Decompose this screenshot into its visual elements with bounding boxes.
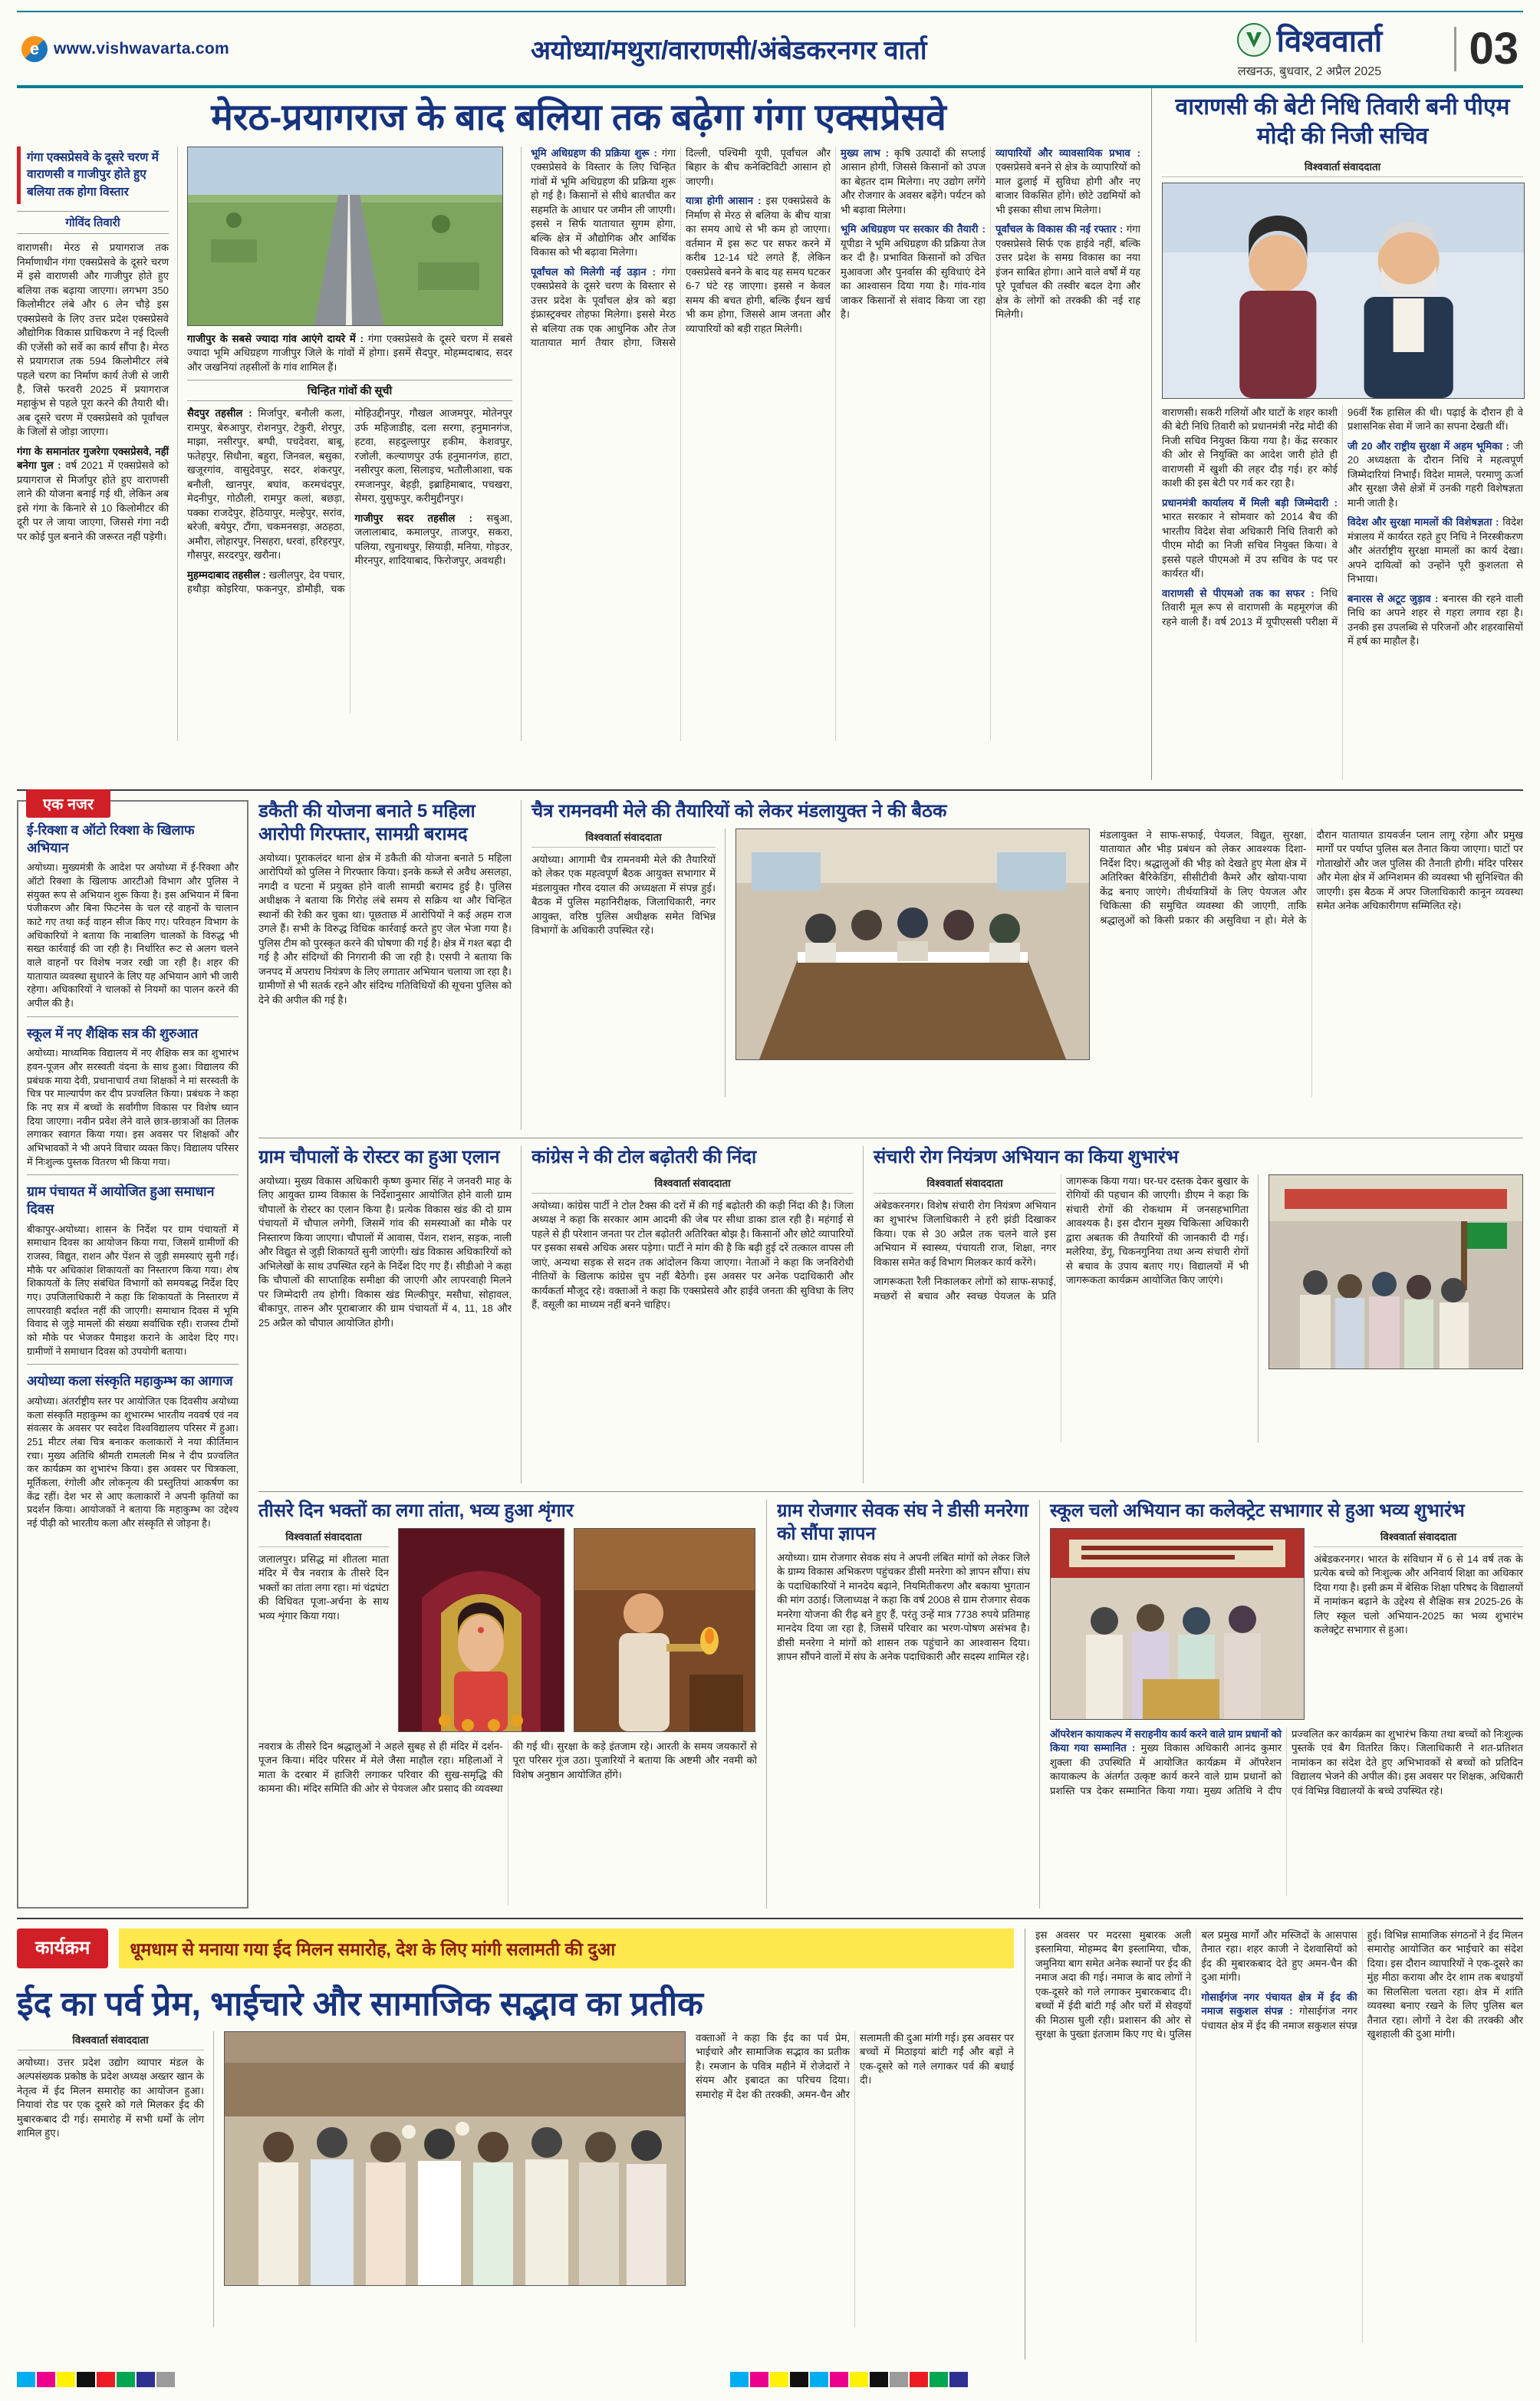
color-patch-blue [949, 2372, 968, 2387]
ek-nazar-item [27, 1175, 239, 1365]
pm-modi-nidhi-photo [1162, 183, 1525, 399]
nidhi-seg1-text: भारत सरकार ने सोमवार को 2014 बैच की भारतीय विदेश सेवा अधिकारी निधि तिवारी को पीएम मोदी का निजी सचिव नियुक्त किया। वे इससे पहले पीएमओ में उप सचिव के पद पर कार्यरत थीं। [1162, 511, 1338, 580]
nidhi-seg3-head: जी 20 और राष्ट्रीय सुरक्षा में अहम भूमिका : [1348, 440, 1510, 452]
lead-parallel-head: गंगा के समानांतर गुजरेगा एक्सप्रेसवे, नहीं बनेगा पुल : [17, 445, 169, 472]
shringar-text-columns [258, 1740, 757, 1905]
eid-continued-1: इस अवसर पर मदरसा मुबारक अली इस्लामिया, मोहम्मद बैग इस्लामिया, चौक, जमुनिया बाग समेत अनेक स्थानों पर ईद की नमाज अदा की गई। नमाज के बाद लोगों ने एक-दूसरे को गले लगाकर मुबारकबाद दी। बच्चों में ईदी बांटी गई और घरों में सेवइयों की मिठास घुली रही। प्रशासन की ओर से सुरक्षा के पुख्ता इंतजाम किए गए थे। पुलिस बल प्रमुख मार्गों और मस्जिदों के आसपास तैनात रहा। शहर काजी ने देशवासियों को ईद की मुबारकबाद देते हुए अमन-चैन की दुआ मांगी। [1035, 1928, 1357, 2040]
lead-raftar [995, 222, 1140, 321]
sanchari-reporter: विश्ववार्ता संवाददाता [874, 1174, 1056, 1194]
school-reporter: विश्ववार्ता संवाददाता [1314, 1528, 1523, 1547]
lead-process-text: गंगा एक्सप्रेसवे के विस्तार के लिए चिन्हित गांवों में भूमि अधिग्रहण की प्रक्रिया शुरू हो गई है। किसानों से सीधे बातचीत कर सहमति के आधार पर जमीन ली जाएगी। इससे न सिर्फ यातायात सुगम होगा, बल्कि क्षेत्र में औद्योगिक और आर्थिक विकास को भी बढ़ावा मिलेगा। [531, 147, 676, 259]
lead-yatra-head: यात्रा होगी आसान : [686, 195, 762, 207]
school-media-row [1050, 1528, 1523, 1721]
congress-body: अयोध्या। कांग्रेस पार्टी ने टोल टैक्स की दरों में की गई बढ़ोतरी की कड़ी निंदा की है। जिला अध्यक्ष ने कहा कि सरकार आम आदमी की जेब पर सीधा डाका डाल रही है। महंगाई से पहले से ही परेशान जनता पर टोल बढ़ोतरी अतिरिक्त बोझ है। किसानों और छोटे व्यापारियों पर इसका सबसे अधिक असर पड़ेगा। पार्टी ने मांग की है कि बढ़ी हुई दरें तत्काल वापस ली जाएं, अन्यथा सड़क से सदन तक आंदोलन किया जाएगा। नेताओं ने कहा कि जनविरोधी नीतियों के खिलाफ कांग्रेस चुप नहीं बैठेगी। इस अवसर पर अनेक पदाधिकारी और कार्यकर्ता मौजूद रहे। वक्ताओं ने कहा कि एक्सप्रेसवे और हाईवे जनता की सुविधा के लिए हैं, वसूली का माध्यम नहीं बनने चाहिए। [531, 1199, 854, 1311]
ek-nazar-tab: एक नजर [26, 789, 110, 818]
eid-strip-row [17, 1928, 1014, 1968]
chaupal-headline: ग्राम चौपालों के रोस्टर का हुआ एलान [258, 1146, 500, 1168]
sanchari-intro: अंबेडकरनगर। विशेष संचारी रोग नियंत्रण अभियान का शुभारंभ जिलाधिकारी ने हरी झंडी दिखाकर किया। एक से 30 अप्रैल तक चलने वाले इस अभियान में स्वास्थ्य, पंचायती राज, शिक्षा, नगर विकास समेत कई विभाग मिलकर कार्य करेंगे। [874, 1199, 1056, 1268]
website-url: www.vishwavarta.com [54, 39, 230, 58]
sanchari-story [874, 1146, 1523, 1484]
ek-nazar-item-title: अयोध्या कला संस्कृति महाकुम्भ का आगाज [27, 1373, 233, 1389]
ramnavami-body-row [531, 828, 1523, 1097]
shringar-intro: जलालपुर। प्रसिद्ध मां शीतला माता मंदिर में चैत्र नवरात्र के तीसरे दिन भक्तों का तांता लगा रहा। मां चंद्रघंटा की विधिवत पूजा-अर्चना के साथ भव्य शृंगार किया गया। [258, 1553, 389, 1622]
mohammadabad-text: खलीलपुर, देव पचार, हथौड़ा कोइरिया, फकनपुर, डोमौड़ी, चक मोहिउद्दीनपुर, गौखल आजमपुर, मोतेनपुर उर्फ महिजाडीह, दला सरगा, हनुमानगंज, हटवा, सहदुल्लापुर हकीम, केशवपुर, रजोली, कल्याणपुर उर्फ हनुमानगंज, हाटा, नसीरपुर कला, सिलाइच, भतौलीआशा, चक रमजानपुर, बेहड़ी, इब्राहिमाबाद, पचखरा, सेमरा, युसुफपुर, करीमुद्दीनपुर। [187, 407, 512, 595]
lead-standfirst: गंगा एक्सप्रेसवे के दूसरे चरण में वाराणसी व गाजीपुर होते हुए बलिया तक होगा विस्तार [17, 147, 169, 204]
saidpur-list [187, 407, 345, 562]
lead-gazipur-text: गंगा एक्सप्रेसवे के दूसरे चरण में सबसे ज्यादा भूमि अधिग्रहण गाजीपुर जिले के गांवों में होगा। इसमें सैदपुर, मोहम्मदाबाद, सदर और जखनियां तहसीलों के गांव शामिल हैं। [187, 332, 512, 373]
ramnavami-detail: मंडलायुक्त ने साफ-सफाई, पेयजल, विद्युत, सुरक्षा, यातायात और भीड़ प्रबंधन को लेकर आवश्यक दिशा-निर्देश दिए। श्रद्धालुओं की भीड़ को देखते हुए मेला क्षेत्र में अतिरिक्त बैरिकेडिंग, सीसीटीवी कैमरे और खोया-पाया केंद्र बनाए जाएंगे। तीर्थयात्रियों के लिए पेयजल और चिकित्सा की समुचित व्यवस्था की जाएगी, ताकि श्रद्धालुओं को किसी प्रकार की असुविधा न हो। मेले के दौरान यातायात डायवर्जन प्लान लागू रहेगा और प्रमुख मार्गों पर पर्याप्त पुलिस बल तैनात किया जाएगा। घाटों पर गोताखोरों और जल पुलिस की तैनाती होगी। मंदिर परिसर और मेला क्षेत्र में अग्निशमन की व्यवस्था भी सुनिश्चित की जाएगी। इस बैठक में अपर जिलाधिकारी कानून व्यवस्था समेत अनेक अधिकारीगण सम्मिलित रहे। [1100, 828, 1523, 926]
village-list-columns [187, 407, 512, 713]
mohammadabad-head: मुहम्मदाबाद तहसील : [187, 568, 266, 581]
ek-nazar-item-body: अयोध्या। अंतर्राष्ट्रीय स्तर पर आयोजित एक दिवसीय अयोध्या कला संस्कृति महाकुम्भ का शुभारम्भ भारतीय नववर्ष एवं नव संवत्सर के अवसर पर स्वदेश विश्वविद्यालय परिसर में हुआ। 251 मीटर लंबा चित्र बनाकर कलाकारों ने नया कीर्तिमान रचा। मुख्य अतिथि श्रीमती रामलली मिश्र ने दीप प्रज्वलित कर कार्यक्रम का शुभारंभ किया। इस अवसर पर चित्रकला, मूर्तिकला, रंगोली और लोकनृत्य की प्रस्तुतियां आकर्षण का केंद्र रहीं। देश भर से आए कलाकारों ने अपनी कृतियों का प्रदर्शन किया। आयोजकों ने बताया कि महाकुम्भ का उद्देश्य नई पीढ़ी को भारतीय कला और संस्कृति से जोड़ना है। [27, 1395, 239, 1529]
school-intro: अंबेडकरनगर। भारत के संविधान में 6 से 14 वर्ष तक के प्रत्येक बच्चे को निःशुल्क और अनिवार्य शिक्षा का अधिकार दिया गया है। इसी क्रम में बेसिक शिक्षा परिषद के विद्यालयों में नामांकन बढ़ाने के उद्देश्य से शैक्षिक सत्र 2025-26 के लिए स्कूल चलो अभियान-2025 का भव्य शुभारंभ कलेक्ट्रेट सभागार से हुआ। [1314, 1553, 1523, 1636]
school-headline: स्कूल चलो अभियान का कलेक्ट्रेट सभागार से हुआ भव्य शुभारंभ [1050, 1500, 1465, 1521]
school-story [1050, 1500, 1523, 1909]
sadar-list [355, 512, 513, 568]
eid-continued-columns [1035, 1928, 1523, 2343]
ek-nazar-item-title: ई-रिक्शा व ऑटो रिक्शा के खिलाफ अभियान [27, 822, 195, 855]
masthead-brand [1183, 18, 1436, 79]
lead-process-head: भूमि अधिग्रहण की प्रक्रिया शुरू : [531, 147, 657, 159]
lead-headline: मेरठ-प्रयागराज के बाद बलिया तक बढ़ेगा गंगा एक्सप्रेसवे [211, 97, 946, 138]
edition-dateline: लखनऊ, बुधवार, 2 अप्रैल 2025 [1237, 65, 1382, 78]
eid-kicker-strip: धूमधाम से मनाया गया ईद मिलन समारोह, देश के लिए मांगी सलामती की दुआ [119, 1928, 1014, 1968]
sadar-head: गाजीपुर सदर तहसील : [354, 512, 473, 524]
page-number: 03 [1469, 23, 1519, 74]
school-honor [1050, 1727, 1523, 1801]
school-col1 [1314, 1528, 1523, 1721]
lead-gazipur [187, 332, 512, 374]
lead-vyapar-head: व्यापारियों और व्यावसायिक प्रभाव : [995, 147, 1140, 159]
expressway-photo [187, 147, 503, 326]
color-patch-green [930, 2372, 948, 2387]
color-patch-magenta [37, 2372, 55, 2387]
color-patch-magenta [830, 2372, 848, 2387]
ek-nazar-item [27, 814, 239, 1017]
eid-headline: ईद का पर्व प्रेम, भाईचारे और सामाजिक सद्भाव का प्रतीक [17, 1984, 703, 2023]
eid-milan-group-photo [224, 2031, 686, 2286]
color-patch-black [870, 2372, 888, 2387]
mid-row-1 [258, 800, 1523, 1130]
eid-reporter: विश्ववार्ता संवाददाता [17, 2031, 204, 2050]
eid-body-row [17, 2031, 1014, 2327]
ek-nazar-item-body: अयोध्या। माध्यमिक विद्यालय में नए शैक्षिक सत्र का शुभारंभ हवन-पूजन और सरस्वती वंदना के साथ हुआ। विद्यालय की प्रबंधक माया देवी, प्रधानाचार्य तथा शिक्षकों ने मां सरस्वती के चित्र पर माल्यार्पण कर दीप प्रज्वलित किया। प्रबंधक ने कहा कि नए सत्र में बच्चों के सर्वांगीण विकास पर विशेष ध्यान दिया जाएगा। नवीन प्रवेश लेने वाले छात्र-छात्राओं का तिलक लगाकर स्वागत किया गया। इस अवसर पर शिक्षकों और अभिभावकों ने भी अपने विचार व्यक्त किए। विद्यालय परिसर में निःशुल्क पुस्तक वितरण भी किया गया। [27, 1047, 239, 1168]
lead-sarkar-head: भूमि अधिग्रहण पर सरकार की तैयारी : [841, 223, 986, 235]
page-number-box [1454, 23, 1519, 74]
lead-udaan-text: गंगा एक्सप्रेसवे के दूसरे चरण के विस्तार से उत्तर प्रदेश के पूर्वांचल क्षेत्र को बड़ा इंफ्रास्ट्रक्चर तोहफा मिलेगा। इससे मेरठ से बलिया तक एक आधुनिक और तेज यातायात मार्ग तैयार होगा, जिससे दिल्ली, पश्चिमी यूपी, पूर्वांचल और बिहार के बीच कनेक्टिविटी आसान हो जाएगी। [531, 147, 831, 349]
ek-nazar-item-body: बीकापुर-अयोध्या। शासन के निर्देश पर ग्राम पंचायतों में समाधान दिवस का आयोजन किया गया, जिसमें ग्रामीणों की राजस्व, विद्युत, राशन और पेंशन से जुड़ी समस्याएं सुनी गईं। मौके पर अधिकांश शिकायतों का निस्तारण किया गया। शेष शिकायतों के लिए संबंधित विभागों को समयबद्ध निर्देश दिए गए। उपजिलाधिकारी ने कहा कि शिकायतों के निस्तारण में लापरवाही बर्दाश्त नहीं की जाएगी। समाधान दिवस में भूमि विवाद से जुड़े मामलों की संख्या सर्वाधिक रही। राजस्व टीमों को मौके पर भेजकर पैमाइश कराने के आदेश दिए गए। ग्रामीणों ने समाधान दिवस को उपयोगी बताया। [27, 1223, 239, 1357]
shringar-detail: नवरात्र के तीसरे दिन श्रद्धालुओं ने अहले सुबह से ही मंदिर में दर्शन-पूजन किया। मंदिर परिसर में मेले जैसा माहौल रहा। महिलाओं ने माता के दरबार में हाजिरी लगाकर परिवार की सुख-समृद्धि की कामना की। मंदिर समिति की ओर से पेयजल और प्रसाद की व्यवस्था की गई थी। सुरक्षा के कड़े इंतजाम रहे। आरती के समय जयकारों से पूरा परिसर गूंज उठा। पुजारियों ने बताया कि अष्टमी और नवमी को विशेष अनुष्ठान आयोजित होंगे। [258, 1740, 757, 1795]
eid-right-columns [1025, 1928, 1523, 2360]
lead-story [17, 88, 1140, 780]
color-patch-red [910, 2372, 928, 2387]
dacoity-body: अयोध्या। पूराकलंदर थाना क्षेत्र में डकैती की योजना बनाते 5 महिला आरोपियों को पुलिस ने गिरफ्तार किया। इनके कब्जे से अवैध असलहा, नगदी व घटना में प्रयुक्त होने वाली सामग्री बरामद हुई है। पुलिस अधीक्षक ने बताया कि गिरोह लंबे समय से सक्रिय था और चिन्हित स्थानों की रेकी कर चुका था। पूछताछ में आरोपियों ने कई अहम राज उगले हैं। सभी के विरुद्ध विधिक कार्रवाई करते हुए जेल भेजा गया है। पुलिस टीम को पुरस्कृत करने की घोषणा की गई है। क्षेत्र में गश्त बढ़ा दी गई है और संदिग्धों की निगरानी की जा रही है। एसपी ने बताया कि जनपद में अपराध नियंत्रण के लिए लगातार अभियान चलाया जा रहा है। ग्रामीणों से भी सतर्क रहने और संदिग्ध गतिविधियों की सूचना पुलिस को देने की अपील की गई है। [258, 851, 512, 1006]
eid-continued-2: गोसाईगंज नगर पंचायत क्षेत्र में ईद की नमाज सकुशल संपन्न हुई। विभिन्न सामाजिक संगठनों ने ईद मिलन समारोह आयोजित कर भाईचारे का संदेश दिया। इस दौरान व्यापारियों ने एक-दूसरे का मुंह मीठा कराया और देर शाम तक बधाइयों का सिलसिला चलता रहा। क्षेत्र में शांति व्यवस्था बनाए रखने के लिए पुलिस बल तैनात रहा। लोगों ने देश की तरक्की और खुशहाली की दुआ मांगी। [1201, 1928, 1523, 2040]
shringar-headline: तीसरे दिन भक्तों का लगा तांता, भव्य हुआ शृंगार [258, 1500, 574, 1521]
color-patch-cyan [730, 2372, 749, 2387]
shringar-reporter: विश्ववार्ता संवाददाता [258, 1528, 389, 1547]
lead-vyapar-text: एक्सप्रेसवे बनने से क्षेत्र के व्यापारियों को माल ढुलाई में सुविधा होगी और नए बाजार विकसित होंगे। छोटे उद्यमियों को भी इसका सीधा लाभ मिलेगा। [995, 161, 1140, 216]
brand-name: विश्ववार्ता [1276, 25, 1383, 58]
mid-right [258, 800, 1523, 1909]
eid-left [17, 1928, 1014, 2360]
ek-nazar-box [17, 795, 248, 1909]
nidhi-seg4-head: विदेश और सुरक्षा मामलों की विशेषज्ञता : [1348, 516, 1499, 529]
ramnavami-reporter: विश्ववार्ता संवाददाता [531, 828, 716, 848]
lead-flow-columns [531, 147, 1140, 741]
ramnavami-intro: अयोध्या। आगामी चैत्र रामनवमी मेले की तैयारियों को लेकर एक महत्वपूर्ण बैठक आयुक्त सभागार में मंडलायुक्त गौरव दयाल की अध्यक्षता में संपन्न हुई। बैठक में पुलिस महानिरीक्षक, जिलाधिकारी, नगर आयुक्त, वरिष्ठ पुलिस अधीक्षक समेत विभिन्न विभागों के अधिकारी उपस्थित रहे। [531, 853, 716, 937]
nidhi-seg5-head: बनारस से अटूट जुड़ाव : [1348, 592, 1439, 604]
shringar-col1 [258, 1528, 389, 1734]
color-patch-cyan [17, 2372, 35, 2387]
lead-sarkar-text: यूपीडा ने भूमि अधिग्रहण की प्रक्रिया तेज कर दी है। प्रभावित किसानों को उचित मुआवजा और पुनर्वास की सुविधाएं देने का आश्वासन दिया गया है। गांव-गांव जाकर किसानों से संवाद किया जा रहा है। [841, 237, 986, 321]
ek-nazar-item-title: स्कूल में नए शैक्षिक सत्र की शुरुआत [27, 1025, 199, 1041]
mid-zone [17, 789, 1523, 1909]
lead-parallel [17, 445, 169, 544]
color-patch-black [790, 2372, 808, 2387]
congress-headline: कांग्रेस ने की टोल बढ़ोतरी की निंदा [531, 1146, 757, 1168]
eid-col1 [17, 2031, 214, 2327]
ramnavami-col2 [1100, 828, 1523, 1097]
saidpur-text: मिर्जापुर, बनौली कला, रामपुर, बेरुआपुर, रोशनपुर, टेकुरी, शेरपुर, माझा, नसीरपुर, बग्घी, पचदेवरा, बाबू, फतेहपुर, सिधौना, बहुरा, जिनवल, बसुका, खजूरगांव, वासुदेवपुर, सदर, शंकरपुर, बनौली, खानपुर, बघांव, करमचंदपुर, मेदनीपुर, गोठौली, रामपुर कलां, बछड़ा, पक्का राजदेपुर, हेठियापुर, मल्हेपुर, सरांव, बरेजी, बयेपुर, टौंगा, चकमनसड़ा, अठहठा, अमौरा, लोहारपुर, निसहरा, धरवां, हरिहरपुर, गौसपुर, सरदरपुर, खरौना। [187, 407, 345, 562]
dacoity-story [258, 800, 522, 1130]
lead-udaan-head: पूर्वांचल को मिलेगी नई उड़ान : [531, 265, 656, 278]
rojgar-story [777, 1500, 1040, 1909]
lead-byline: गोविंद तिवारी [17, 211, 169, 234]
lead-column-3 [531, 147, 1140, 741]
color-patch-yellow [770, 2372, 788, 2387]
nidhi-headline: वाराणसी की बेटी निधि तिवारी बनी पीएम मोदी की निजी सचिव [1175, 94, 1510, 150]
region-banner: अयोध्या/मथुरा/वाराणसी/अंबेडकरनगर वार्ता [530, 35, 927, 65]
devi-shringar-photo [398, 1528, 564, 1732]
nidhi-seg1 [1162, 496, 1338, 581]
color-patch-green [117, 2372, 135, 2387]
dacoity-headline: डकैती की योजना बनाते 5 महिला आरोपी गिरफ्तार, सामग्री बरामद [258, 800, 475, 845]
lead-vyapar [995, 147, 1140, 217]
nidhi-seg4-text: विदेश मंत्रालय में कार्यरत रहते हुए निधि ने निरस्त्रीकरण और अंतर्राष्ट्रीय सुरक्षा मामलों का कार्य देखा। अपने दायित्वों को उन्होंने पूरी कुशलता से निभाया। [1348, 516, 1523, 585]
ek-nazar-item [27, 1017, 239, 1176]
ramnavami-headline: चैत्र रामनवमी मेले की तैयारियों को लेकर मंडलायुक्त ने की बैठक [531, 800, 947, 822]
lead-yatra [686, 194, 831, 336]
lead-labh-head: मुख्य लाभ : [841, 147, 890, 159]
color-patch-red [97, 2372, 115, 2387]
color-patch-gray [156, 2372, 175, 2387]
nidhi-seg5-text: बनारस की रहने वाली निधि का अपने शहर से गहरा लगाव रहा है। उनकी इस उपलब्धि से परिजनों और शहरवासियों में हर्ष का माहौल है। [1348, 592, 1523, 647]
print-color-bars [17, 2372, 1523, 2387]
globe-e-logo-icon: e [21, 36, 48, 62]
congress-story [531, 1146, 864, 1484]
lead-process [531, 147, 676, 260]
sanchari-detail: जागरूकता रैली निकालकर लोगों को साफ-सफाई, मच्छरों से बचाव और स्वच्छ पेयजल के प्रति जागरूक किया गया। घर-घर दस्तक देकर बुखार के रोगियों की पहचान की जाएगी। डीएम ने कहा कि संचारी रोगों की रोकथाम में जनसहभागिता आवश्यक है। इस दौरान मुख्य चिकित्सा अधिकारी द्वारा अबतक की तैयारियों की जानकारी दी गई। मलेरिया, डेंगू, चिकनगुनिया तथा अन्य संचारी रोगों से बचाव के उपाय बताए गए। विद्यालयों में भी जागरूकता कार्यक्रम आयोजित किए जाएंगे। [874, 1174, 1249, 1302]
lead-column-1 [17, 147, 178, 741]
program-tab: कार्यक्रम [17, 1928, 108, 1968]
ramnavami-story [531, 800, 1523, 1130]
brand-v-logo-image [1244, 30, 1264, 50]
lead-raftar-head: पूर्वांचल के विकास की नई रफ्तार : [995, 223, 1124, 235]
lead-column-2 [187, 147, 522, 741]
color-patch-yellow [57, 2372, 75, 2387]
nidhi-seg1-head: प्रधानमंत्री कार्यालय में मिली बड़ी जिम्मेदारी : [1162, 496, 1338, 509]
nidhi-seg2-head: वाराणसी से पीएमओ तक का सफर : [1162, 587, 1315, 599]
rojgar-headline: ग्राम रोजगार सेवक संघ ने डीसी मनरेगा को सौंपा ज्ञापन [777, 1500, 1028, 1544]
ramnavami-col1 [531, 828, 726, 1097]
chaupal-story [258, 1146, 522, 1484]
ek-nazar-item-title: ग्राम पंचायत में आयोजित हुआ समाधान दिवस [27, 1184, 215, 1217]
shringar-story [258, 1500, 767, 1909]
top-zone [17, 88, 1523, 780]
mid-row-3 [258, 1491, 1523, 1909]
nidhi-seg3-text: जी 20 अध्यक्षता के दौरान निधि ने महत्वपूर्ण जिम्मेदारियां निभाईं। विदेश मामले, परमाणु ऊर्जा और सुरक्षा जैसे क्षेत्रों में उनकी गहरी विशेषज्ञता मानी जाती है। [1348, 440, 1523, 509]
sanchari-body-row [874, 1174, 1523, 1443]
masthead [17, 11, 1523, 88]
congress-reporter: विश्ववार्ता संवाददाता [531, 1174, 854, 1194]
sanchari-headline: संचारी रोग नियंत्रण अभियान का किया शुभारंभ [874, 1146, 1179, 1168]
nidhi-seg2-text: निधि तिवारी मूल रूप से वाराणसी के महमूरगंज की रहने वाली हैं। वर्ष 2013 में यूपीएससी परीक्षा में 96वीं रैंक हासिल की थी। पढ़ाई के दौरान ही वे प्रशासनिक सेवा में जाने का सपना देखती थीं। [1162, 406, 1523, 627]
color-patch-black [77, 2372, 95, 2387]
nidhi-seg4 [1348, 515, 1523, 586]
lead-labh [841, 147, 986, 217]
eid-subhead: गोसाईगंज नगर पंचायत क्षेत्र में ईद की नमाज सकुशल संपन्न : [1201, 1991, 1357, 2017]
color-patch-blue [137, 2372, 155, 2387]
school-honor-text: मुख्य विकास अधिकारी आनंद कुमार शुक्ला की उपस्थिति में आयोजित कार्यक्रम में ऑपरेशन कायाकल्प के अंतर्गत उत्कृष्ट कार्य करने वाले ग्राम प्रधानों को प्रशस्ति पत्र देकर सम्मानित किया गया। मुख्य अतिथि ने दीप प्रज्वलित कर कार्यक्रम का शुभारंभ किया तथा बच्चों को निःशुल्क पुस्तकें एवं बैग वितरित किए। जिलाधिकारी ने शत-प्रतिशत नामांकन का संदेश देते हुए अभिभावकों से बच्चों को प्रतिदिन विद्यालय भेजने की अपील की। इस अवसर पर शिक्षक, अधिकारी एवं विभिन्न विद्यालयों के बच्चे उपस्थित रहे। [1050, 1727, 1523, 1797]
brand-v-logo-icon [1237, 23, 1271, 57]
lead-yatra-text: इस एक्सप्रेसवे के निर्माण से मेरठ से बलिया के बीच यात्रा का समय आधे से भी कम हो जाएगा। वर्तमान में इस रूट पर सफर करने में करीब 12-14 घंटे लगते हैं, लेकिन एक्सप्रेसवे बनने के बाद यह समय घटकर 6-7 घंटे रह जाएगा। इससे न केवल समय की बचत होगी, बल्कि ईंधन खर्च भी कम होगा, जिससे आम जनता और व्यापारियों को बड़ी राहत मिलेगी। [686, 195, 831, 334]
lead-parallel-text: वर्ष 2021 में एक्सप्रेसवे को प्रयागराज से मिर्जापुर होते हुए वाराणसी लाने की योजना बनाई गई थी, लेकिन अब इसे गंगा के किनारे से 10 किलोमीटर की दूरी पर ले जाया जाएगा, जिससे गंगा नदी पर कोई पुल बनाने की जरूरत नहीं पड़ेगी। [17, 459, 169, 542]
commissioner-meeting-photo [735, 828, 1090, 1060]
nidhi-seg3 [1348, 440, 1523, 510]
color-patch-gray [890, 2372, 908, 2387]
school-honor-head: ऑपरेशन कायाकल्प में सराहनीय कार्य करने वाले ग्राम प्रधानों को किया गया सम्मानित : [1050, 1727, 1282, 1754]
masthead-left [21, 36, 275, 62]
nidhi-tiwari-story [1151, 88, 1523, 780]
nidhi-intro: वाराणसी। सकरी गलियों और घाटों के शहर काशी की बेटी निधि तिवारी को प्रधानमंत्री नरेंद्र मोदी की निजी सचिव नियुक्त किया गया है। केंद्र सरकार की ओर से नियुक्ति का आदेश जारी होते ही वाराणसी में खुशी की लहर दौड़ गई। हर कोई काशी की इस बेटी पर गर्व कर रहा है। [1162, 406, 1338, 489]
aarti-priest-photo [574, 1528, 755, 1732]
school-text-columns [1050, 1727, 1523, 1896]
shringar-media-row [258, 1528, 757, 1734]
color-patch-cyan [810, 2372, 828, 2387]
color-patch-magenta [750, 2372, 768, 2387]
lead-sarkar [841, 222, 986, 321]
mid-row-2 [258, 1138, 1523, 1484]
eid-detail: वक्ताओं ने कहा कि ईद का पर्व प्रेम, भाईचारे और सामाजिक सद्भाव का प्रतीक है। रमजान के पवित्र महीने में रोजेदारों ने संयम और इबादत का परिचय दिया। समारोह में देश की तरक्की, अमन-चैन और सलामती की दुआ मांगी गई। इस अवसर पर बच्चों में मिठाइयां बांटी गईं और बड़ों ने एक-दूसरे को गले लगाकर पर्व की बधाई दी। [696, 2031, 1014, 2100]
color-patch-yellow [850, 2372, 868, 2387]
eid-col2 [696, 2031, 1014, 2327]
ek-nazar-item [27, 1365, 239, 1536]
school-abhiyan-photo [1050, 1528, 1305, 1720]
sadar-text: सबुआ, जलालाबाद, कमालपुर, ताजपुर, सकरा, पलिया, रघुनाथपुर, सियाड़ी, मनिया, गोड़उर, मीरनपुर, शादियाबाद, फिरोजपुर, अवथही। [354, 512, 512, 567]
lead-gazipur-head: गाजीपुर के सबसे ज्यादा गांव आएंगे दायरे में : [187, 332, 364, 344]
nidhi-seg5 [1348, 592, 1523, 649]
sanchari-flagoff-photo [1269, 1174, 1523, 1369]
chaupal-body: अयोध्या। मुख्य विकास अधिकारी कृष्ण कुमार सिंह ने जनवरी माह के लिए आयुक्त ग्राम्य विकास के निर्देशानुसार आयोजित होने वाली ग्राम चौपालों के रोस्टर का एलान किया है। प्रत्येक विकास खंड की दो ग्राम पंचायतों में चौपाल लगेगी, जिसमें गांव की समस्याओं का मौके पर निस्तारण किया जाएगा। चौपालों में आवास, पेंशन, राशन, सड़क, नाली और विद्युत से जुड़ी शिकायतें सुनी जाएंगी। खंड विकास अधिकारियों को अभिलेखों के साथ उपस्थित रहने के निर्देश दिए गए हैं। सीडीओ ने कहा कि चौपालों की साप्ताहिक समीक्षा की जाएगी और लापरवाही मिलने पर जिम्मेदारी तय होगी। विकास खंड मिल्कीपुर, मसौधा, सोहावल, बीकापुर, तारुन और पूराबाजार की ग्राम पंचायतों में 4, 11, 18 और 25 अप्रैल को चौपाल आयोजित होगी। [258, 1174, 512, 1329]
lead-raftar-text: गंगा एक्सप्रेसवे सिर्फ एक हाईवे नहीं, बल्कि उत्तर प्रदेश के समग्र विकास का नया इंजन साबित होगा। आने वाले वर्षों में यह पूरे पूर्वांचल की तस्वीर बदल देगा और क्षेत्र के लोगों को तरक्की की नई राह मिलेगी। [995, 223, 1140, 321]
saidpur-head: सैदपुर तहसील : [187, 407, 252, 420]
eid-intro: अयोध्या। उत्तर प्रदेश उद्योग व्यापार मंडल के अल्पसंख्यक प्रकोष्ठ के प्रदेश अध्यक्ष अख्तर खान के नेतृत्व में ईद मिलन समारोह का आयोजन हुआ। नियावां रोड पर एक दूसरे को गले मिलकर ईद की मुबारकबाद दी गई। समारोह में सभी धर्मों के लोग शामिल हुए। [17, 2056, 204, 2139]
ek-nazar-item-body: अयोध्या। मुख्यमंत्री के आदेश पर अयोध्या में ई-रिक्शा और ऑटो रिक्शा के खिलाफ आरटीओ विभाग और पुलिस ने संयुक्त रूप से अभियान शुरू किया है। इस अभियान में बिना पंजीकरण और बिना फिटनेस के चल रहे वाहनों के चालान काटे गए तथा कई वाहन सीज किए गए। परिवहन विभाग के अधिकारियों ने बताया कि नाबालिग चालकों के विरुद्ध भी सख्त कार्रवाई की जा रही है। निर्धारित रूट से अलग चलने वाले वाहनों पर विशेष नजर रखी जा रही है। शहर की यातायात व्यवस्था सुधारने के लिए यह अभियान आगे भी जारी रहेगा। अधिकारियों ने चालकों से नियमों का पालन करने की अपील की है। [27, 861, 239, 1009]
village-list-heading: चिन्हित गांवों की सूची [187, 380, 512, 401]
lead-labh-text: कृषि उत्पादों की सप्लाई आसान होगी, जिससे किसानों को उपज का बेहतर दाम मिलेगा। नए उद्योग लगेंगे और रोजगार के अवसर बढ़ेंगे। पर्यटन को भी बढ़ावा मिलेगा। [841, 147, 986, 216]
sanchari-text [874, 1174, 1259, 1443]
rojgar-body: अयोध्या। ग्राम रोजगार सेवक संघ ने अपनी लंबित मांगों को लेकर जिले के ग्राम्य विकास अभिकरण पहुंचकर डीसी मनरेगा को ज्ञापन सौंपा। संघ के पदाधिकारियों ने मानदेय बढ़ाने, नियमितीकरण और बकाया भुगतान की मांग उठाई। जिलाध्यक्ष ने कहा कि वर्ष 2008 से ग्राम रोजगार सेवक मनरेगा योजना की रीढ़ बने हुए हैं, परंतु उन्हें मात्र 7738 रुपये प्रतिमाह मानदेय दिया जा रहा है, जिसमें परिवार का भरण-पोषण असंभव है। डीसी मनरेगा ने मांगों को शासन तक पहुंचाने का आश्वासन दिया। ज्ञापन सौंपने वालों में संघ के अनेक पदाधिकारी और सदस्य शामिल रहे। [777, 1551, 1030, 1663]
eid-story [17, 1918, 1523, 2360]
nidhi-body-columns [1162, 406, 1523, 780]
nidhi-reporter: विश्ववार्ता संवाददाता [1162, 158, 1523, 177]
lead-body [17, 147, 1140, 741]
lead-intro: वाराणसी। मेरठ से प्रयागराज तक निर्माणाधीन गंगा एक्सप्रेसवे के दूसरे चरण में इसे वाराणसी और गाजीपुर होते हुए बलिया तक बढ़ाया जाएगा। लगभग 350 किलोमीटर लंबे और 6 लेन चौड़े इस एक्सप्रेसवे के लिए उत्तर प्रदेश एक्सप्रेसवे औद्योगिक विकास प्राधिकरण ने नई दिल्ली की एजेंसी को सर्वे का कार्य सौंपा है। मेरठ से प्रयागराज तक 594 किलोमीटर लंबे पहले चरण का निर्माण कार्य तेजी से जारी है, जिसे फरवरी 2025 में प्रयागराज महाकुंभ से पहले पूरा करने की तैयारी थी। अब दूसरे चरण में एक्सप्रेसवे को पूर्वांचल के जिलों से जोड़ा जाएगा। [17, 242, 169, 438]
